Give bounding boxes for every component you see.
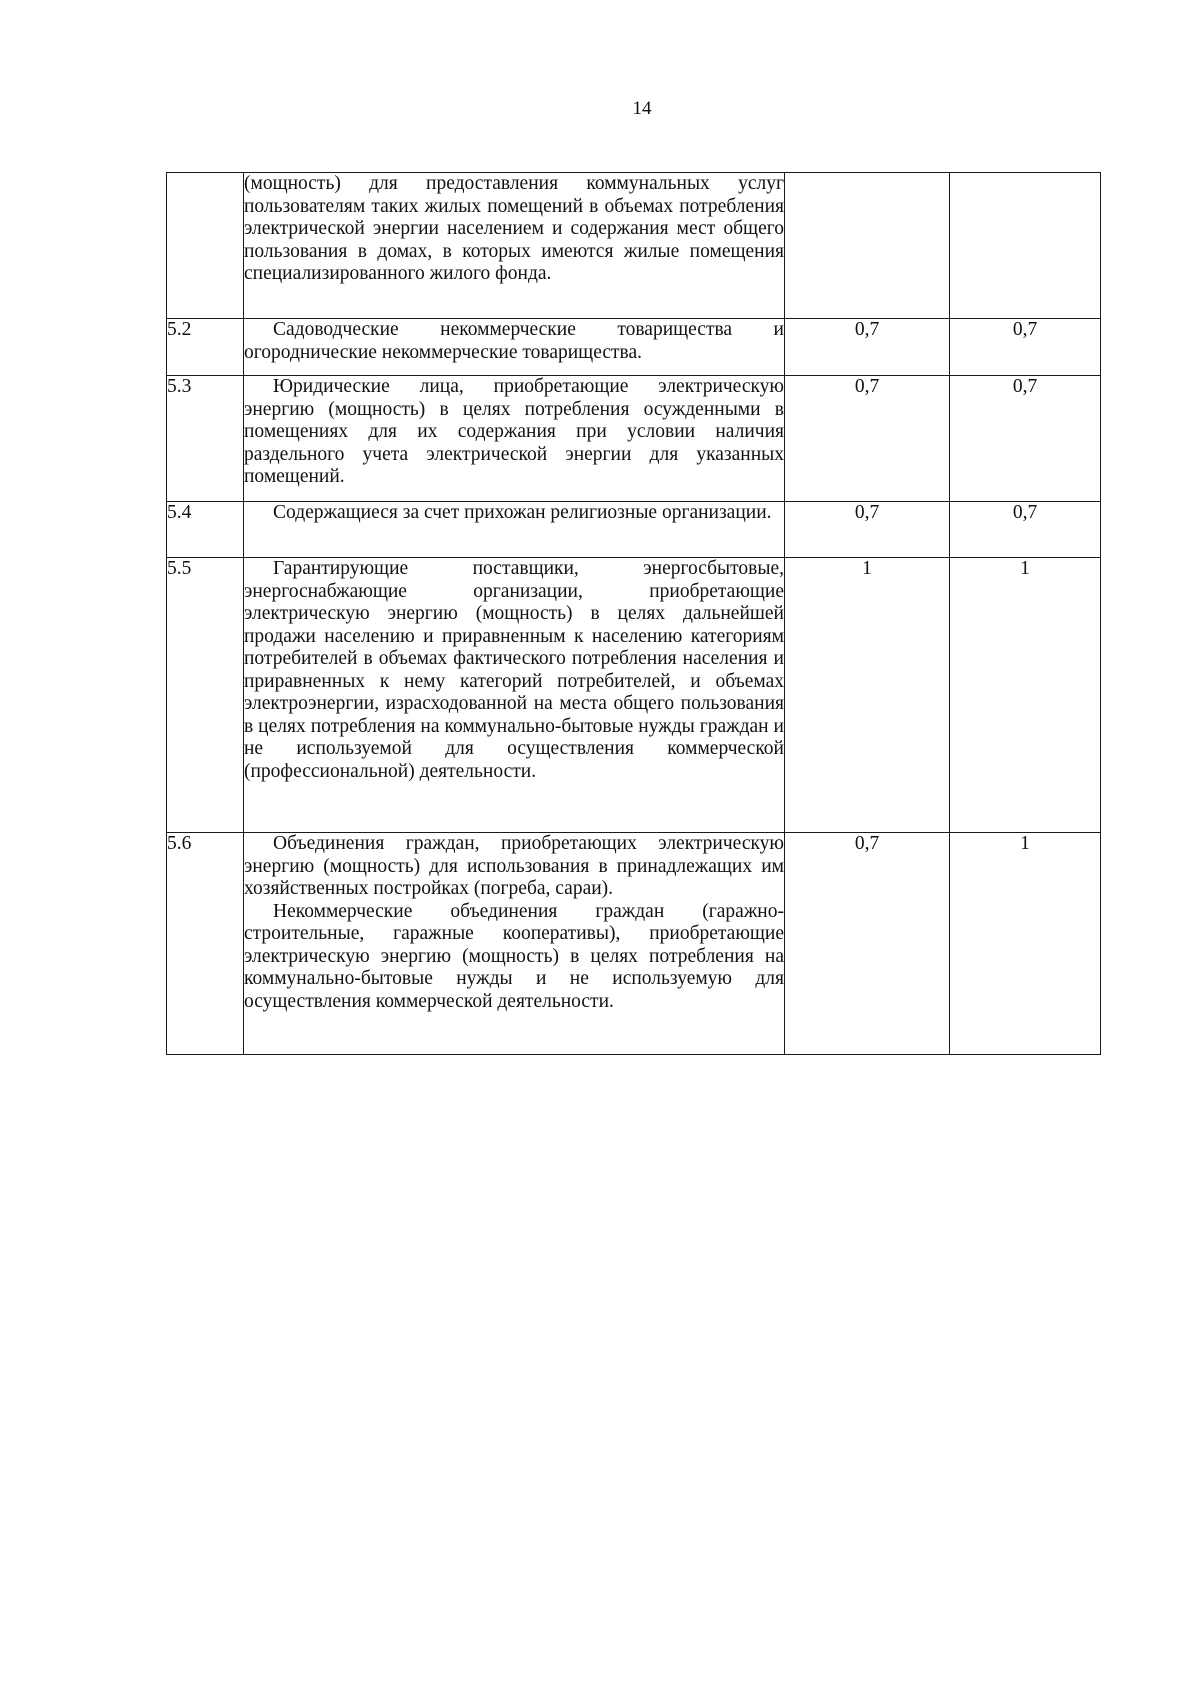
row-value-2: 1	[950, 558, 1101, 833]
description-paragraph: Некоммерческие объединения граждан (гаражно-строительные, гаражные кооперативы), приобретающие электрическую энергию (мощность) в целях потребления на коммунально-бытовые нужды и не используемую для осуществления коммерческой деятельности.	[244, 900, 784, 1012]
row-number	[167, 173, 244, 319]
row-number: 5.6	[167, 833, 244, 1055]
rates-table	[166, 172, 1101, 1055]
row-value-2: 1	[950, 833, 1101, 1055]
description-paragraph: Объединения граждан, приобретающих электрическую энергию (мощность) для использования в принадлежащих им хозяйственных постройках (погреба, сараи).	[244, 833, 784, 899]
description-paragraph: Гарантирующие поставщики, энергосбытовые, энергоснабжающие организации, приобретающие электрическую энергию (мощность) в целях дальнейшей продажи населению и приравненным к населению категориям потребителей в объемах фактического потребления населения и приравненных к нему категорий потребителей, и объемах электроэнергии, израсходованной на места общего пользования в целях потребления на коммунально-бытовые нужды граждан и не используемой для осуществления коммерческой (профессиональной) деятельности.	[244, 558, 784, 782]
row-value-1: 0,7	[785, 376, 950, 502]
row-number: 5.2	[167, 319, 244, 376]
row-description	[244, 319, 785, 376]
row-number: 5.3	[167, 376, 244, 502]
table-row	[167, 558, 1101, 833]
row-value-2: 0,7	[950, 502, 1101, 558]
table-row	[167, 319, 1101, 376]
row-value-1	[785, 173, 950, 319]
description-paragraph: Юридические лица, приобретающие электрическую энергию (мощность) в целях потребления осужденными в помещениях для их содержания при условии наличия раздельного учета электрической энергии для указанных помещений.	[244, 376, 784, 487]
page-number: 14	[632, 98, 652, 119]
row-description	[244, 558, 785, 833]
row-description	[244, 502, 785, 558]
table-row	[167, 833, 1101, 1055]
row-description	[244, 376, 785, 502]
row-description	[244, 833, 785, 1055]
table-row	[167, 173, 1101, 319]
row-value-2: 0,7	[950, 376, 1101, 502]
row-value-2	[950, 173, 1101, 319]
table-row	[167, 376, 1101, 502]
row-value-1: 0,7	[785, 833, 950, 1055]
table-row	[167, 502, 1101, 558]
description-paragraph: Содержащиеся за счет прихожан религиозные организации.	[273, 502, 772, 523]
description-paragraph: Садоводческие некоммерческие товарищества и огороднические некоммерческие товарищества.	[244, 319, 784, 363]
row-value-1: 1	[785, 558, 950, 833]
row-value-1: 0,7	[785, 502, 950, 558]
row-description	[244, 173, 785, 319]
row-number: 5.4	[167, 502, 244, 558]
description-paragraph: (мощность) для предоставления коммунальных услуг пользователям таких жилых помещений в объемах потребления электрической энергии населением и содержания мест общего пользования в домах, в которых имеются жилые помещения специализированного жилого фонда.	[244, 173, 784, 284]
row-number: 5.5	[167, 558, 244, 833]
row-value-1: 0,7	[785, 319, 950, 376]
row-value-2: 0,7	[950, 319, 1101, 376]
